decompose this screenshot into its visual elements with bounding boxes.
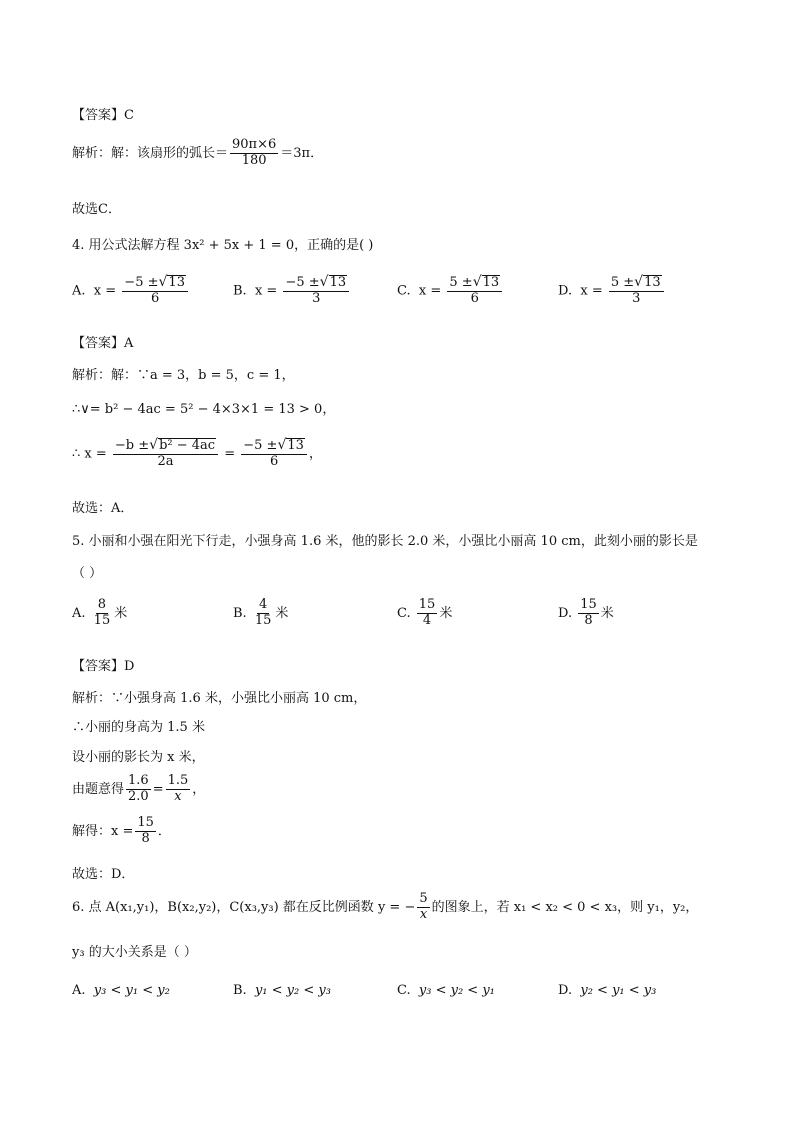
denominator: 3: [632, 290, 641, 306]
numerator: 5: [419, 891, 428, 906]
denominator: x: [419, 906, 428, 922]
q4-answer: 【答案】A: [72, 336, 134, 351]
ratio-left: [126, 774, 151, 805]
denominator: 3: [312, 290, 321, 306]
option-fraction: 5 ± √ 13 6: [447, 275, 502, 307]
q3-frac-num: 90π×6: [232, 137, 277, 152]
q5-answer: 【答案】D: [72, 659, 135, 674]
q6-stem-line1: [72, 892, 698, 923]
denominator: 2a: [157, 453, 174, 469]
option-lhs: x =: [418, 283, 442, 299]
solution-fraction: [135, 816, 156, 847]
option-fraction: [92, 598, 113, 629]
num-pre: −5 ±: [124, 275, 159, 290]
q6-option-c[interactable]: [397, 983, 495, 998]
denominator: 6: [269, 453, 279, 469]
q5-option-a[interactable]: [72, 598, 127, 629]
q5-option-b[interactable]: [233, 598, 288, 629]
result-fraction: −5 ± √ 13 6: [241, 438, 307, 470]
option-lhs: x =: [93, 283, 117, 299]
option-fraction: −5 ± √ 13 6: [122, 275, 188, 307]
option-unit: 米: [275, 605, 289, 621]
q5-option-c[interactable]: [397, 598, 452, 629]
num-pre: −5 ±: [243, 438, 278, 453]
q3-answer: 【答案】C: [72, 108, 134, 123]
option-fraction: [578, 598, 599, 629]
line5-pre: 解得：x =: [72, 823, 134, 839]
q4-option-b[interactable]: [233, 275, 351, 307]
line3-end: ，: [308, 446, 322, 462]
option-fraction: 5 ± √ 13 3: [609, 275, 664, 307]
numerator: 15: [137, 815, 154, 830]
q6-option-d[interactable]: [558, 983, 656, 998]
line4-pre: 由题意得: [72, 781, 125, 797]
q6-option-a[interactable]: [72, 983, 170, 998]
radicand: 13: [329, 275, 347, 290]
num-pre: 5 ±: [449, 275, 473, 290]
q4-analysis-line2: ∴∨= b² − 4ac = 5² − 4×3×1 = 13 > 0，: [72, 402, 336, 417]
num-pre: 5 ±: [610, 275, 635, 290]
radicand: 13: [482, 275, 500, 290]
q3-analysis: [72, 138, 323, 169]
option-text: y₂ < y₁ < y₃: [580, 983, 657, 998]
option-letter: A.: [72, 283, 86, 299]
numerator: 4: [258, 597, 268, 612]
q4-option-c[interactable]: [397, 275, 504, 307]
q3-fraction: [230, 138, 278, 169]
option-letter: C.: [397, 983, 411, 998]
q6-function-fraction: [417, 892, 429, 923]
line3-pre: ∴ x =: [72, 446, 107, 462]
denominator: 15: [254, 612, 272, 628]
option-text: y₃ < y₁ < y₂: [93, 983, 170, 998]
q4-conclusion: 故选：A．: [72, 501, 134, 516]
quadratic-formula-fraction: −b ± √ b² − 4ac 2a: [113, 438, 218, 470]
q5-analysis-line3: 设小丽的影长为 x 米，: [72, 750, 205, 765]
denominator: x: [174, 788, 182, 804]
q4-option-a[interactable]: [72, 275, 190, 307]
q3-frac-den: 180: [241, 152, 267, 168]
radicand: b² − 4ac: [159, 438, 216, 453]
denominator: 6: [470, 290, 479, 306]
q5-analysis-line4: [72, 774, 205, 805]
q5-analysis-line5: [72, 816, 171, 847]
denominator: 4: [422, 612, 432, 628]
q4-analysis-line1: 解析：解：∵a = 3，b = 5，c = 1，: [72, 368, 295, 383]
option-letter: B.: [233, 283, 247, 299]
option-fraction: [417, 598, 438, 629]
option-text: y₃ < y₂ < y₁: [418, 983, 495, 998]
denominator: 2.0: [128, 788, 149, 804]
numerator: 15: [580, 597, 597, 612]
option-unit: 米: [114, 605, 128, 621]
option-fraction: [253, 598, 274, 629]
option-text: y₁ < y₂ < y₃: [254, 983, 331, 998]
q3-conclusion: 故选C．: [72, 202, 121, 217]
q5-analysis-line1: 解析：∵小强身高 1.6 米，小强比小丽高 10 cm，: [72, 691, 367, 706]
denominator: 15: [93, 612, 111, 628]
option-lhs: x =: [254, 283, 278, 299]
option-letter: C.: [397, 605, 411, 621]
equals-sign: =: [152, 781, 164, 797]
q5-option-d[interactable]: [558, 598, 614, 629]
q4-stem: 4. 用公式法解方程 3x² + 5x + 1 = 0，正确的是( ): [72, 238, 374, 253]
q6-stem-line2: y₃ 的大小关系是（ ）: [72, 945, 197, 960]
line5-end: ．: [157, 823, 171, 839]
option-letter: A.: [72, 605, 86, 621]
num-pre: −5 ±: [285, 275, 320, 290]
radicand: 13: [287, 438, 304, 453]
denominator: 8: [141, 830, 150, 846]
numerator: 1.5: [167, 773, 189, 788]
q5-stem-line1: 5. 小丽和小强在阳光下行走，小强身高 1.6 米，他的影长 2.0 米，小强比小丽高 10 cm，此刻小丽的影长是: [72, 534, 698, 549]
q4-option-d[interactable]: [558, 275, 666, 307]
q6-stem-post: 的图象上，若 x₁ < x₂ < 0 < x₃，则 y₁，y₂，: [431, 899, 699, 915]
option-letter: B.: [233, 983, 247, 998]
equals-sign: =: [224, 446, 236, 462]
num-pre: −b ±: [114, 438, 150, 453]
q3-analysis-suffix: ＝3π．: [280, 145, 324, 161]
radicand: 13: [168, 275, 185, 290]
q5-stem-line2: （ ）: [72, 566, 103, 581]
numerator: 1.6: [128, 773, 149, 788]
numerator: 15: [418, 597, 436, 612]
option-unit: 米: [600, 605, 614, 621]
q3-analysis-prefix: 解析：解：该扇形的弧长＝: [72, 145, 229, 161]
option-letter: D.: [558, 983, 573, 998]
line4-end: ，: [192, 781, 206, 797]
option-letter: A.: [72, 983, 86, 998]
option-letter: C.: [397, 283, 411, 299]
denominator: 8: [584, 612, 593, 628]
q5-conclusion: 故选：D．: [72, 867, 135, 882]
q5-analysis-line2: ∴小丽的身高为 1.5 米: [72, 720, 205, 735]
option-fraction: −5 ± √ 13 3: [283, 275, 349, 307]
option-letter: D.: [558, 605, 573, 621]
numerator: 8: [97, 597, 107, 612]
option-letter: D.: [558, 283, 573, 299]
q4-analysis-line3: [72, 438, 322, 470]
denominator: 6: [150, 290, 160, 306]
option-letter: B.: [233, 605, 247, 621]
radicand: 13: [644, 275, 661, 290]
option-unit: 米: [439, 605, 453, 621]
q6-option-b[interactable]: [233, 983, 331, 998]
option-lhs: x =: [580, 283, 603, 299]
ratio-right: [166, 774, 191, 805]
q6-stem-pre: 6. 点 A(x₁,y₁)，B(x₂,y₂)，C(x₃,y₃) 都在反比例函数 y = −: [72, 899, 416, 915]
